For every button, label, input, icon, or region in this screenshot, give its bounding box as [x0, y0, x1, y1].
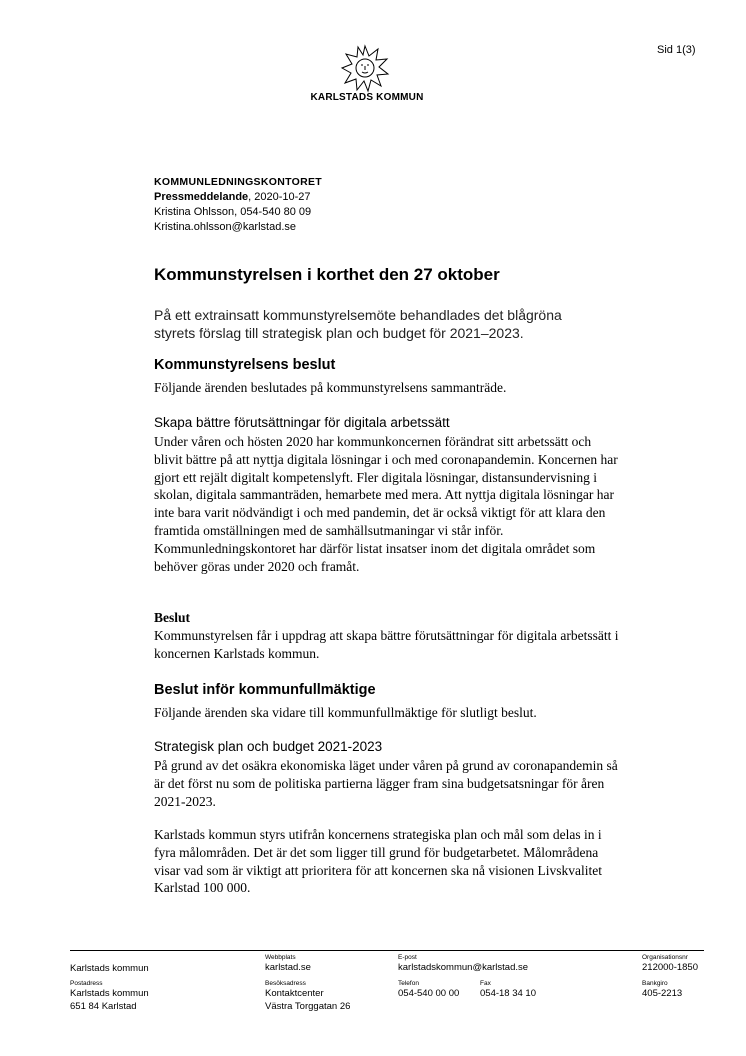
section-heading: Kommunstyrelsens beslut: [154, 357, 336, 373]
department: KOMMUNLEDNINGSKONTORET: [154, 176, 322, 188]
org-name: KARLSTADS KOMMUN: [310, 92, 424, 103]
sender-block: [154, 175, 322, 235]
footer-fax-label: Fax: [480, 980, 491, 987]
press-label: Pressmeddelande: [154, 191, 249, 203]
footer-phone-label: Telefon: [398, 980, 419, 987]
document-title: Kommunstyrelsen i korthet den 27 oktober: [154, 265, 500, 284]
footer-postal-2: 651 84 Karlstad: [70, 1001, 137, 1012]
page-number: Sid 1(3): [657, 44, 696, 56]
footer-orgnr: 212000-1850: [642, 962, 698, 973]
footer-phone: 054-540 00 00: [398, 988, 460, 999]
body-paragraph: På grund av det osäkra ekonomiska läget under våren på grund av coronapandemin så är det först nu som de politiska partierna lägger fram sina budgetsatsningar för åren 2021-2023.: [154, 758, 618, 809]
body-paragraph: Karlstads kommun styrs utifrån koncernens strategiska plan och mål som delas in i fyra målområden. Det är det som ligger till grund för budgetarbetet. Målområdena visar vad som är viktigt att prioritera för att koncernen ska nå visionen Livskvalitet Karlstad 100 000.: [154, 827, 602, 896]
subheading: Skapa bättre förutsättningar för digitala arbetssätt: [154, 415, 450, 430]
lead-paragraph: På ett extrainsatt kommunstyrelsemöte behandlades det blågröna styrets förslag till strategisk plan och budget för 2021–2023.: [154, 307, 562, 341]
footer-web: karlstad.se: [265, 962, 311, 973]
decision-text: Kommunstyrelsen får i uppdrag att skapa bättre förutsättningar för digitala arbetssätt i koncernen Karlstads kommun.: [154, 628, 619, 661]
footer-orgnr-label: Organisationsnr: [642, 954, 688, 961]
decision-label: Beslut: [154, 610, 191, 625]
body-paragraph: Under våren och hösten 2020 har kommunkoncernen förändrat sitt arbetssätt och blivit bättre på att nyttja digitala lösningar i och med coronapandemin. Koncernen har gjort ett rejält digitalt kompetenslyft. Fler digitala lösningar, distansundervisning i skolan, digitala sammanträden, hemarbete med mera. Att nyttja digitala lösningar har inte bara varit nödvändigt i och med pandemin, det är också viktigt för att klara den framtida omställningen med de samhällsutmaningar vi står inför. Kommunledningskontoret har därför listat insatser inom det digitala området som behöver göras under 2020 och framåt.: [154, 434, 618, 574]
footer-visit-1: Kontaktcenter: [265, 988, 324, 999]
footer-name: Karlstads kommun: [70, 963, 149, 974]
footer-web-label: Webbplats: [265, 954, 296, 961]
footer-bank-label: Bankgiro: [642, 980, 668, 987]
subheading: Strategisk plan och budget 2021-2023: [154, 739, 383, 754]
footer-bank: 405-2213: [642, 988, 683, 999]
press-line: [154, 190, 322, 205]
footer-postal-label: Postadress: [70, 980, 103, 987]
contact-email: Kristina.ohlsson@karlstad.se: [154, 221, 297, 233]
contact: Kristina Ohlsson, 054-540 80 09: [154, 206, 312, 218]
section-intro: Följande ärenden ska vidare till kommunfullmäktige för slutligt beslut.: [154, 705, 537, 720]
footer-email-label: E-post: [398, 954, 417, 961]
footer-visit-label: Besöksadress: [265, 980, 306, 987]
footer-divider: [70, 950, 704, 951]
press-date: , 2020-10-27: [248, 191, 311, 203]
sun-logo-icon: [340, 44, 390, 94]
footer-visit-2: Västra Torggatan 26: [265, 1001, 351, 1012]
section-intro: Följande ärenden beslutades på kommunstyrelsens sammanträde.: [154, 380, 507, 395]
footer-email: karlstadskommun@karlstad.se: [398, 962, 529, 973]
footer-postal-1: Karlstads kommun: [70, 988, 149, 999]
section-heading: Beslut inför kommunfullmäktige: [154, 682, 376, 698]
footer-fax: 054-18 34 10: [480, 988, 536, 999]
